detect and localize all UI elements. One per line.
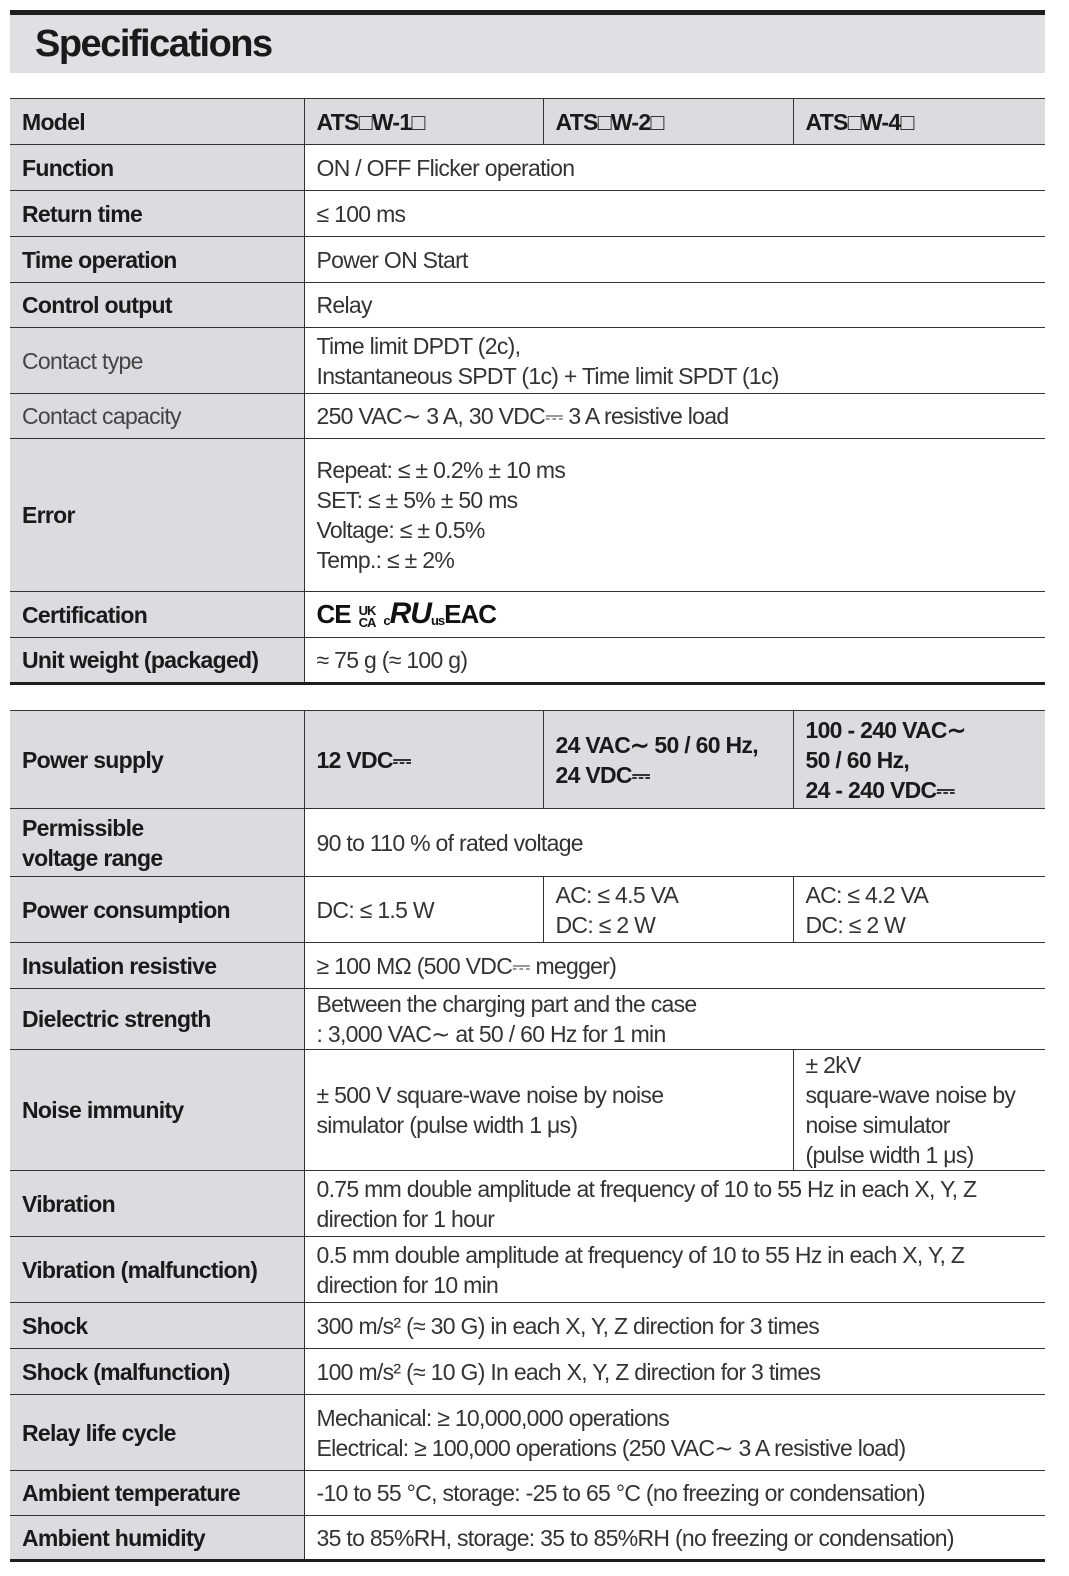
spec-value [304,237,1045,283]
spec-row-return-time [10,191,1045,237]
spec-value-line: Mechanical: ≥ 10,000,000 operations [316,1404,670,1431]
spec-label: Shock [10,1303,304,1349]
spec-value [304,809,1045,877]
spec-value [304,1395,1045,1471]
spec-label: Power supply [10,711,304,809]
spec-value-line: Time limit DPDT (2c), [316,332,521,359]
certification-mark-ce: CE [316,599,351,629]
spec-label: Power consumption [10,877,304,943]
spec-value-line: direction for 1 hour [316,1205,495,1232]
spec-value-line: DC: ≤ 1.5 W [316,896,434,923]
spec-value-line: ± 2kV [805,1052,861,1078]
spec-value-line: ATS□W-2□ [555,108,664,135]
section-header [10,10,1045,73]
spec-value-line: ≤ 100 ms [316,200,406,227]
spec-value-line: direction for 10 min [316,1271,499,1298]
spec-row-contact-capacity [10,394,1045,439]
spec-row-certification [10,592,1045,638]
spec-value [543,877,793,943]
spec-label: Vibration (malfunction) [10,1237,304,1303]
spec-label: Relay life cycle [10,1395,304,1471]
spec-value [793,877,1045,943]
spec-value [304,1171,1045,1237]
spec-value-line: : 3,000 VAC∼ at 50 / 60 Hz for 1 min [316,1021,666,1047]
spec-label: Insulation resistive [10,943,304,989]
spec-value-line: DC: ≤ 2 W [555,911,656,938]
spec-value-line: 100 - 240 VAC∼ [805,716,966,743]
spec-row-power-supply [10,711,1045,809]
certification-mark-eac: EAC [444,599,497,629]
spec-label: Noise immunity [10,1050,304,1171]
spec-value-line: noise simulator [805,1112,950,1138]
spec-value-line: ON / OFF Flicker operation [316,154,575,181]
spec-value-line: 0.5 mm double amplitude at frequency of 10 to 55 Hz in each X, Y, Z [316,1241,965,1268]
spec-label: Contact type [10,328,304,394]
spec-value-line: 0.75 mm double amplitude at frequency of 10 to 55 Hz in each X, Y, Z [316,1175,977,1202]
spec-value-line: (pulse width 1 μs) [805,1142,974,1168]
spec-value [793,711,1045,809]
spec-row-shock [10,1303,1045,1349]
spec-value-line: Power ON Start [316,246,468,273]
spec-value-line: simulator (pulse width 1 μs) [316,1112,578,1138]
certification-mark-uk-ca: UK CA [358,602,376,630]
spec-value-line: SET: ≤ ± 5% ± 50 ms [316,487,518,513]
spec-label [10,809,304,877]
spec-value-line: DC: ≤ 2 W [805,911,906,938]
spec-value [304,1471,1045,1516]
spec-row-control-output [10,283,1045,328]
spec-value [304,1303,1045,1349]
spec-label: Ambient temperature [10,1471,304,1516]
page-title: Specifications [35,23,272,65]
spec-row-noise-immunity [10,1050,1045,1171]
certification-mark-ru: RU [389,597,431,630]
spec-value-line: 24 VDC⎓ [555,761,650,788]
spec-value-line: AC: ≤ 4.2 VA [805,881,929,908]
spec-value-line: ≥ 100 MΩ (500 VDC⎓ megger) [316,952,617,979]
spec-value-line: ≈ 75 g (≈ 100 g) [316,647,468,673]
spec-table-model [10,98,1045,685]
spec-row-vibration [10,1171,1045,1237]
spec-row-shock-malfunction [10,1349,1045,1395]
spec-value-line: 35 to 85%RH, storage: 35 to 85%RH (no freezing or condensation) [316,1524,954,1551]
spec-value-line: -10 to 55 °C, storage: -25 to 65 °C (no freezing or condensation) [316,1480,925,1506]
spec-value-line: ± 500 V square-wave noise by noise [316,1082,664,1108]
spec-label: Unit weight (packaged) [10,638,304,684]
spec-value [304,145,1045,191]
spec-value [304,592,1045,638]
spec-row-vibration-malfunction [10,1237,1045,1303]
spec-value [304,1349,1045,1395]
spec-value [304,638,1045,684]
spec-label-line: Permissible [22,814,144,841]
spec-label: Shock (malfunction) [10,1349,304,1395]
spec-label: Error [10,439,304,592]
spec-value-line: Temp.: ≤ ± 2% [316,547,455,573]
spec-value-line: Repeat: ≤ ± 0.2% ± 10 ms [316,457,566,483]
spec-value [793,1050,1045,1171]
spec-row-relay-life-cycle [10,1395,1045,1471]
spec-value-line: ATS□W-1□ [316,108,425,135]
spec-label: Control output [10,283,304,328]
spec-row-time-operation [10,237,1045,283]
spec-row-insulation-resistive [10,943,1045,989]
spec-label: Ambient humidity [10,1516,304,1561]
spec-table-electrical [10,710,1045,1562]
spec-value [543,99,793,145]
spec-value [304,191,1045,237]
spec-value [304,989,1045,1050]
spec-value-line: 250 VAC∼ 3 A, 30 VDC⎓ 3 A resistive load [316,403,729,429]
spec-label: Model [10,99,304,145]
spec-row-power-consumption [10,877,1045,943]
spec-label: Function [10,145,304,191]
spec-label: Dielectric strength [10,989,304,1050]
spec-value-line: square-wave noise by [805,1082,1016,1108]
spec-value [304,1050,793,1171]
spec-row-model [10,99,1045,145]
spec-row-unit-weight-packaged [10,638,1045,684]
spec-row-function [10,145,1045,191]
spec-label: Return time [10,191,304,237]
spec-value [304,877,543,943]
spec-value [304,711,543,809]
spec-value-line: Electrical: ≥ 100,000 operations (250 VAC∼ 3 A resistive load) [316,1434,906,1461]
spec-value [304,328,1045,394]
certification-mark-c: c [383,612,390,628]
spec-value-line: ATS□W-4□ [805,108,914,135]
spec-value-line: Voltage: ≤ ± 0.5% [316,517,485,543]
spec-value [304,1516,1045,1561]
spec-row-permissible-voltage-range [10,809,1045,877]
spec-row-ambient-temperature [10,1471,1045,1516]
spec-label: Vibration [10,1171,304,1237]
spec-row-contact-type [10,328,1045,394]
spec-value-line: AC: ≤ 4.5 VA [555,881,679,908]
spec-label: Contact capacity [10,394,304,439]
spec-value-line: 50 / 60 Hz, [805,746,910,773]
spec-value-line: 90 to 110 % of rated voltage [316,829,583,856]
spec-label: Time operation [10,237,304,283]
spec-value [304,439,1045,592]
spec-value [304,283,1045,328]
spec-value-line: 100 m/s² (≈ 10 G) In each X, Y, Z direction for 3 times [316,1358,821,1385]
spec-value [304,99,543,145]
spec-value-line: 300 m/s² (≈ 30 G) in each X, Y, Z direction for 3 times [316,1312,819,1339]
spec-value [793,99,1045,145]
spec-value-line: Between the charging part and the case [316,991,697,1017]
spec-label-line: voltage range [22,844,163,871]
spec-value-line: 12 VDC⎓ [316,746,411,773]
spec-row-dielectric-strength [10,989,1045,1050]
spec-row-ambient-humidity [10,1516,1045,1561]
spec-value-line: 24 VAC∼ 50 / 60 Hz, [555,731,758,758]
spec-value-line: 24 - 240 VDC⎓ [805,776,955,803]
spec-label: Certification [10,592,304,638]
spec-row-error [10,439,1045,592]
spec-value-line: Relay [316,292,372,318]
spec-value [304,394,1045,439]
spec-value [304,1237,1045,1303]
spec-value-line: Instantaneous SPDT (1c) + Time limit SPDT (1c) [316,362,779,389]
certification-mark-us: us [430,612,445,628]
spec-value [543,711,793,809]
spec-value [304,943,1045,989]
